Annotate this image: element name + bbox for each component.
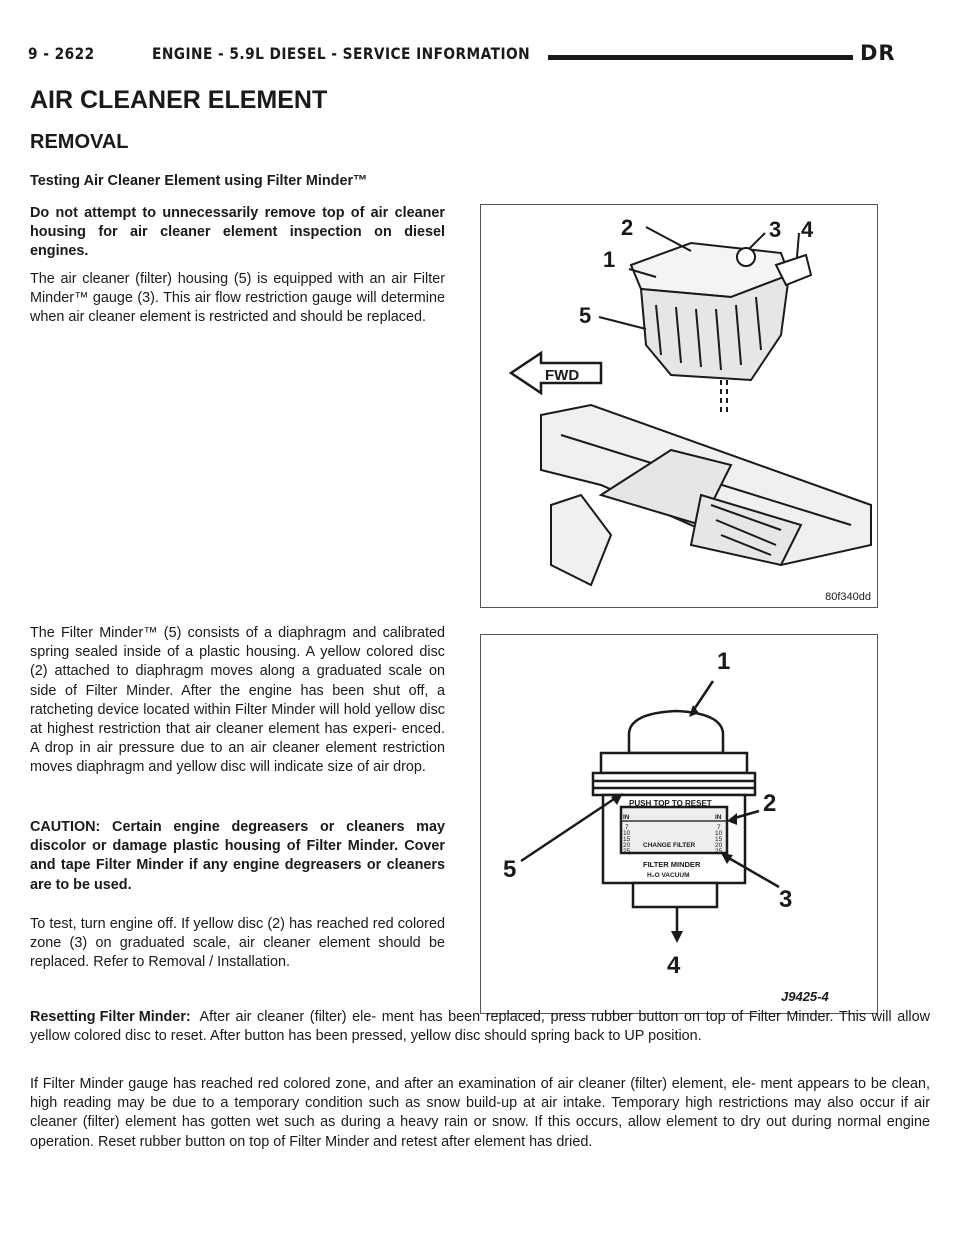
vacuum-text: H₂O VACUUM	[647, 872, 690, 879]
air-cleaner-housing-illustration	[481, 205, 877, 607]
reset-text: PUSH TOP TO RESET	[629, 799, 712, 808]
header-rule	[548, 55, 853, 60]
fwd-arrow-icon	[511, 353, 601, 393]
procedure-title: Testing Air Cleaner Element using Filter Minder™	[30, 173, 368, 189]
fwd-label: FWD	[545, 367, 580, 384]
scale-right-4: 25	[715, 848, 723, 855]
caution-paragraph: CAUTION: Certain engine degreasers or cleaners may discolor or damage plastic housing of Filter Minder. Cover and tape Filter Minder if any engine degreasers or cleaners are to be used.	[30, 819, 445, 893]
scale-top-right: IN	[715, 814, 722, 821]
callout-1: 1	[717, 648, 731, 675]
scale-left-3: 20	[623, 842, 631, 849]
filter-minder-paragraph: The Filter Minder™ (5) consists of a diaphragm and calibrated spring sealed inside of a plastic housing. A yellow colored disc (2) attached to diaphragm moves along a graduated scale on side of Filter Minder. After the engine has been shut off, a ratcheting device located within Filter Minder will hold yellow disc at highest restriction that air cleaner element has experi- enced. A drop in air pressure due to an air cleaner element restriction moves diaphragm and yellow disc will indicate size of air drop.	[30, 625, 445, 776]
figure-code: 80f340dd	[825, 591, 871, 603]
section-title: AIR CLEANER ELEMENT	[30, 86, 328, 114]
scale-right-2: 15	[715, 836, 723, 843]
reset-label: Resetting Filter Minder:	[30, 1009, 191, 1025]
reset-paragraph	[30, 1008, 930, 1046]
brand-text: FILTER MINDER	[643, 860, 701, 869]
warning-paragraph: Do not attempt to unnecessarily remove top of air cleaner housing for air cleaner element inspection on diesel engines.	[30, 205, 445, 260]
callout-1: 1	[603, 247, 616, 272]
callout-5: 5	[503, 856, 517, 883]
page-header	[28, 41, 933, 74]
scale-right-0: 7	[717, 824, 721, 831]
callout-3: 3	[779, 886, 793, 913]
scale-right-1: 10	[715, 830, 723, 837]
subsection-title: REMOVAL	[30, 131, 129, 153]
callout-4: 4	[801, 217, 814, 242]
callout-3: 3	[769, 217, 782, 242]
figure-code: J9425-4	[781, 989, 829, 1004]
callout-2: 2	[763, 790, 777, 817]
scale-left-4: 25	[623, 848, 631, 855]
reset-text: After air cleaner (filter) ele- ment has been replaced, press rubber button on top of Filter Minder. This will allow yellow colored disc to reset. After button has been pressed, yellow disc should spring back to UP position.	[30, 1009, 930, 1045]
header-title: ENGINE - 5.9L DIESEL - SERVICE INFORMATION	[152, 44, 531, 63]
scale-left-2: 15	[623, 836, 631, 843]
filter-minder-illustration	[481, 635, 877, 1013]
callout-4: 4	[667, 952, 681, 979]
scale-left-1: 10	[623, 830, 631, 837]
callout-2: 2	[621, 215, 634, 240]
scale-left-0: 7	[625, 824, 629, 831]
test-paragraph: To test, turn engine off. If yellow disc (2) has reached red colored zone (3) on graduated scale, air cleaner element should be replaced. Refer to Removal / Installation.	[30, 916, 445, 971]
high-reading-paragraph: If Filter Minder gauge has reached red colored zone, and after an examination of air cleaner (filter) element, ele- ment appears to be clean, high reading may be due to a temporary condition such as snow build-up at air intake. Temporary high restrictions may also occur if air cleaner (filter) element has gotten wet such as during a heavy rain or snow. If this occurs, allow element to dry out during normal engine operation. Reset rubber button on top of Filter Minder and retest after element has dried.	[30, 1076, 930, 1150]
page-number: 9 - 2622	[28, 44, 95, 63]
figure-air-cleaner-housing	[480, 204, 878, 608]
scale-right-3: 20	[715, 842, 723, 849]
change-filter-text: CHANGE FILTER	[643, 842, 696, 849]
figure-filter-minder	[480, 634, 878, 1014]
callout-5: 5	[579, 303, 592, 328]
model-code: DR	[860, 41, 896, 65]
housing-paragraph: The air cleaner (filter) housing (5) is equipped with an air Filter Minder™ gauge (3). This air flow restriction gauge will determine when air cleaner element is restricted and should be replaced.	[30, 271, 445, 326]
scale-top-left: IN	[623, 814, 630, 821]
